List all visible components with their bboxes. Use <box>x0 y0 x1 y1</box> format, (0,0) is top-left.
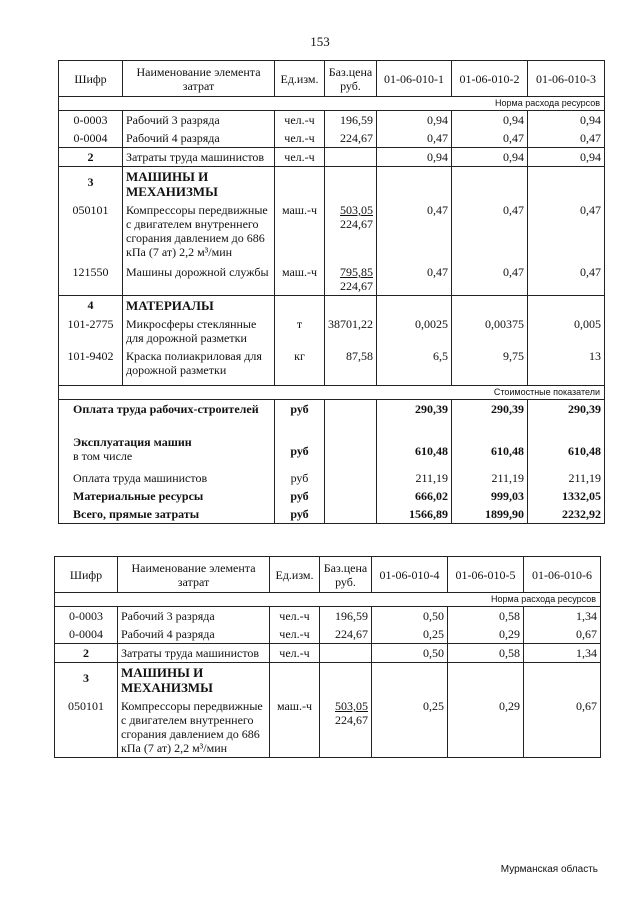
table-row <box>59 315 605 347</box>
cost-value: 290,39 <box>452 399 528 433</box>
row-unit: чел.-ч <box>275 111 325 130</box>
row-value: 0,00375 <box>452 315 528 347</box>
table-row <box>59 201 605 261</box>
band-resources-label: Норма расхода ресурсов <box>55 593 601 607</box>
row-unit: чел.-ч <box>275 129 325 148</box>
row-name: Компрессоры передвижные с двигателем внутреннего сгорания давлением до 686 кПа (7 ат) 2,2 м³/мин <box>118 697 270 758</box>
header-code: Шифр <box>59 61 123 97</box>
row-value: 6,5 <box>377 347 452 385</box>
cost-value: 1566,89 <box>377 505 452 524</box>
table-header <box>55 557 601 593</box>
cost-value: 610,48 <box>377 433 452 469</box>
row-value: 0,94 <box>377 111 452 130</box>
row-value: 0,94 <box>452 111 528 130</box>
row-value: 0,29 <box>448 697 524 758</box>
section-row <box>55 663 601 698</box>
row-price: 196,59 <box>320 607 372 626</box>
cost-value: 610,48 <box>452 433 528 469</box>
cost-row <box>59 505 605 524</box>
row-price: 196,59 <box>325 111 377 130</box>
row-value: 0,47 <box>377 261 452 296</box>
row-value: 0,47 <box>452 201 528 261</box>
resource-table-2 <box>54 556 601 758</box>
row-code: 2 <box>59 148 123 167</box>
header-col-6: 01-06-010-6 <box>524 557 601 593</box>
cost-value: 1332,05 <box>528 487 605 505</box>
band-resources <box>55 593 601 607</box>
row-value: 0,47 <box>528 201 605 261</box>
header-price: Баз.цена руб. <box>325 61 377 97</box>
header-name: Наименование элемента затрат <box>123 61 275 97</box>
row-unit: маш.-ч <box>270 697 320 758</box>
cost-value: 290,39 <box>377 399 452 433</box>
row-value: 0,47 <box>528 129 605 148</box>
header-col-5: 01-06-010-5 <box>448 557 524 593</box>
cost-row <box>59 487 605 505</box>
row-code: 0-0003 <box>59 111 123 130</box>
band-resources <box>59 97 605 111</box>
section-row <box>59 296 605 316</box>
band-costs-label: Стоимостные показатели <box>59 385 605 399</box>
section-code: 3 <box>59 167 123 202</box>
row-price: 224,67 <box>320 625 372 644</box>
table-header <box>59 61 605 97</box>
row-value: 0,25 <box>372 625 448 644</box>
price-bottom: 224,67 <box>340 217 373 231</box>
section-code: 3 <box>55 663 118 698</box>
row-value: 0,94 <box>528 111 605 130</box>
cost-row <box>59 433 605 469</box>
row-code: 121550 <box>59 261 123 296</box>
row-unit: чел.-ч <box>270 625 320 644</box>
table-row <box>59 347 605 385</box>
row-value: 0,47 <box>528 261 605 296</box>
row-price <box>325 201 377 261</box>
table-row <box>59 148 605 167</box>
row-name: Краска полиакриловая для дорожной разметки <box>123 347 275 385</box>
cost-value: 1899,90 <box>452 505 528 524</box>
row-value: 0,50 <box>372 644 448 663</box>
header-unit: Ед.изм. <box>275 61 325 97</box>
cost-unit: руб <box>275 469 325 487</box>
row-value: 0,58 <box>448 644 524 663</box>
row-name: Микросферы стеклянные для дорожной разметки <box>123 315 275 347</box>
section-title: МАШИНЫ И МЕХАНИЗМЫ <box>123 167 275 202</box>
row-unit: чел.-ч <box>270 644 320 663</box>
row-value: 0,0025 <box>377 315 452 347</box>
cost-value: 211,19 <box>452 469 528 487</box>
cost-value: 999,03 <box>452 487 528 505</box>
cost-name: Материальные ресурсы <box>59 487 275 505</box>
row-code: 0-0004 <box>59 129 123 148</box>
cost-title: Эксплуатация машин <box>73 435 192 449</box>
header-unit: Ед.изм. <box>270 557 320 593</box>
cost-row <box>59 469 605 487</box>
row-value: 0,94 <box>377 148 452 167</box>
row-name: Рабочий 4 разряда <box>118 625 270 644</box>
header-code: Шифр <box>55 557 118 593</box>
section-title: МАТЕРИАЛЫ <box>123 296 275 316</box>
row-price <box>320 697 372 758</box>
row-unit: маш.-ч <box>275 261 325 296</box>
row-name: Компрессоры передвижные с двигателем внутреннего сгорания давлением до 686 кПа (7 ат) 2,2 м³/мин <box>123 201 275 261</box>
cost-name: Оплата труда рабочих-строителей <box>59 399 275 433</box>
row-value: 1,34 <box>524 644 601 663</box>
table-row <box>55 607 601 626</box>
row-unit: чел.-ч <box>275 148 325 167</box>
cost-value: 2232,92 <box>528 505 605 524</box>
row-unit: чел.-ч <box>270 607 320 626</box>
row-value: 0,25 <box>372 697 448 758</box>
table-row <box>55 625 601 644</box>
row-value: 0,47 <box>377 129 452 148</box>
cost-unit: руб <box>275 487 325 505</box>
row-value: 0,94 <box>452 148 528 167</box>
header-name: Наименование элемента затрат <box>118 557 270 593</box>
table-row <box>59 111 605 130</box>
row-code: 050101 <box>59 201 123 261</box>
cost-value: 211,19 <box>528 469 605 487</box>
price-top: 795,85 <box>340 265 373 279</box>
row-value: 0,47 <box>452 129 528 148</box>
row-name: Затраты труда машинистов <box>123 148 275 167</box>
row-price <box>325 148 377 167</box>
cost-value: 211,19 <box>377 469 452 487</box>
row-code: 050101 <box>55 697 118 758</box>
cost-name <box>59 433 275 469</box>
header-col-1: 01-06-010-1 <box>377 61 452 97</box>
row-name: Затраты труда машинистов <box>118 644 270 663</box>
page-number: 153 <box>310 34 330 49</box>
cost-unit: руб <box>275 399 325 433</box>
price-top: 503,05 <box>335 699 368 713</box>
section-title: МАШИНЫ И МЕХАНИЗМЫ <box>118 663 270 698</box>
header-price: Баз.цена руб. <box>320 557 372 593</box>
row-unit: маш.-ч <box>275 201 325 261</box>
cost-value: 666,02 <box>377 487 452 505</box>
row-value: 0,50 <box>372 607 448 626</box>
table-row <box>55 697 601 758</box>
row-name: Машины дорожной службы <box>123 261 275 296</box>
row-value: 9,75 <box>452 347 528 385</box>
cost-unit: руб <box>275 505 325 524</box>
cost-name: Всего, прямые затраты <box>59 505 275 524</box>
cost-value: 610,48 <box>528 433 605 469</box>
row-unit: т <box>275 315 325 347</box>
price-bottom: 224,67 <box>340 279 373 293</box>
section-code: 4 <box>59 296 123 316</box>
section-row <box>59 167 605 202</box>
cost-row <box>59 399 605 433</box>
row-code: 101-2775 <box>59 315 123 347</box>
row-code: 101-9402 <box>59 347 123 385</box>
cost-unit: руб <box>275 433 325 469</box>
region-footer: Мурманская область <box>500 864 598 875</box>
row-value: 1,34 <box>524 607 601 626</box>
row-unit: кг <box>275 347 325 385</box>
price-bottom: 224,67 <box>335 713 368 727</box>
row-price: 38701,22 <box>325 315 377 347</box>
row-price <box>320 644 372 663</box>
row-name: Рабочий 4 разряда <box>123 129 275 148</box>
band-costs <box>59 385 605 399</box>
cost-name: Оплата труда машинистов <box>59 469 275 487</box>
cost-value: 290,39 <box>528 399 605 433</box>
row-name: Рабочий 3 разряда <box>118 607 270 626</box>
row-value: 0,29 <box>448 625 524 644</box>
table-row <box>59 129 605 148</box>
row-code: 2 <box>55 644 118 663</box>
header-col-3: 01-06-010-3 <box>528 61 605 97</box>
band-resources-label: Норма расхода ресурсов <box>59 97 605 111</box>
table-row <box>59 261 605 296</box>
row-price: 224,67 <box>325 129 377 148</box>
row-value: 0,47 <box>452 261 528 296</box>
row-value: 0,005 <box>528 315 605 347</box>
row-price <box>325 261 377 296</box>
row-value: 0,47 <box>377 201 452 261</box>
row-code: 0-0004 <box>55 625 118 644</box>
table-row <box>55 644 601 663</box>
row-name: Рабочий 3 разряда <box>123 111 275 130</box>
resource-table-1 <box>58 60 605 524</box>
row-value: 0,67 <box>524 625 601 644</box>
row-value: 13 <box>528 347 605 385</box>
header-col-2: 01-06-010-2 <box>452 61 528 97</box>
cost-subtitle: в том числе <box>73 449 133 463</box>
row-code: 0-0003 <box>55 607 118 626</box>
row-price: 87,58 <box>325 347 377 385</box>
row-value: 0,94 <box>528 148 605 167</box>
row-value: 0,58 <box>448 607 524 626</box>
row-value: 0,67 <box>524 697 601 758</box>
header-col-4: 01-06-010-4 <box>372 557 448 593</box>
price-top: 503,05 <box>340 203 373 217</box>
